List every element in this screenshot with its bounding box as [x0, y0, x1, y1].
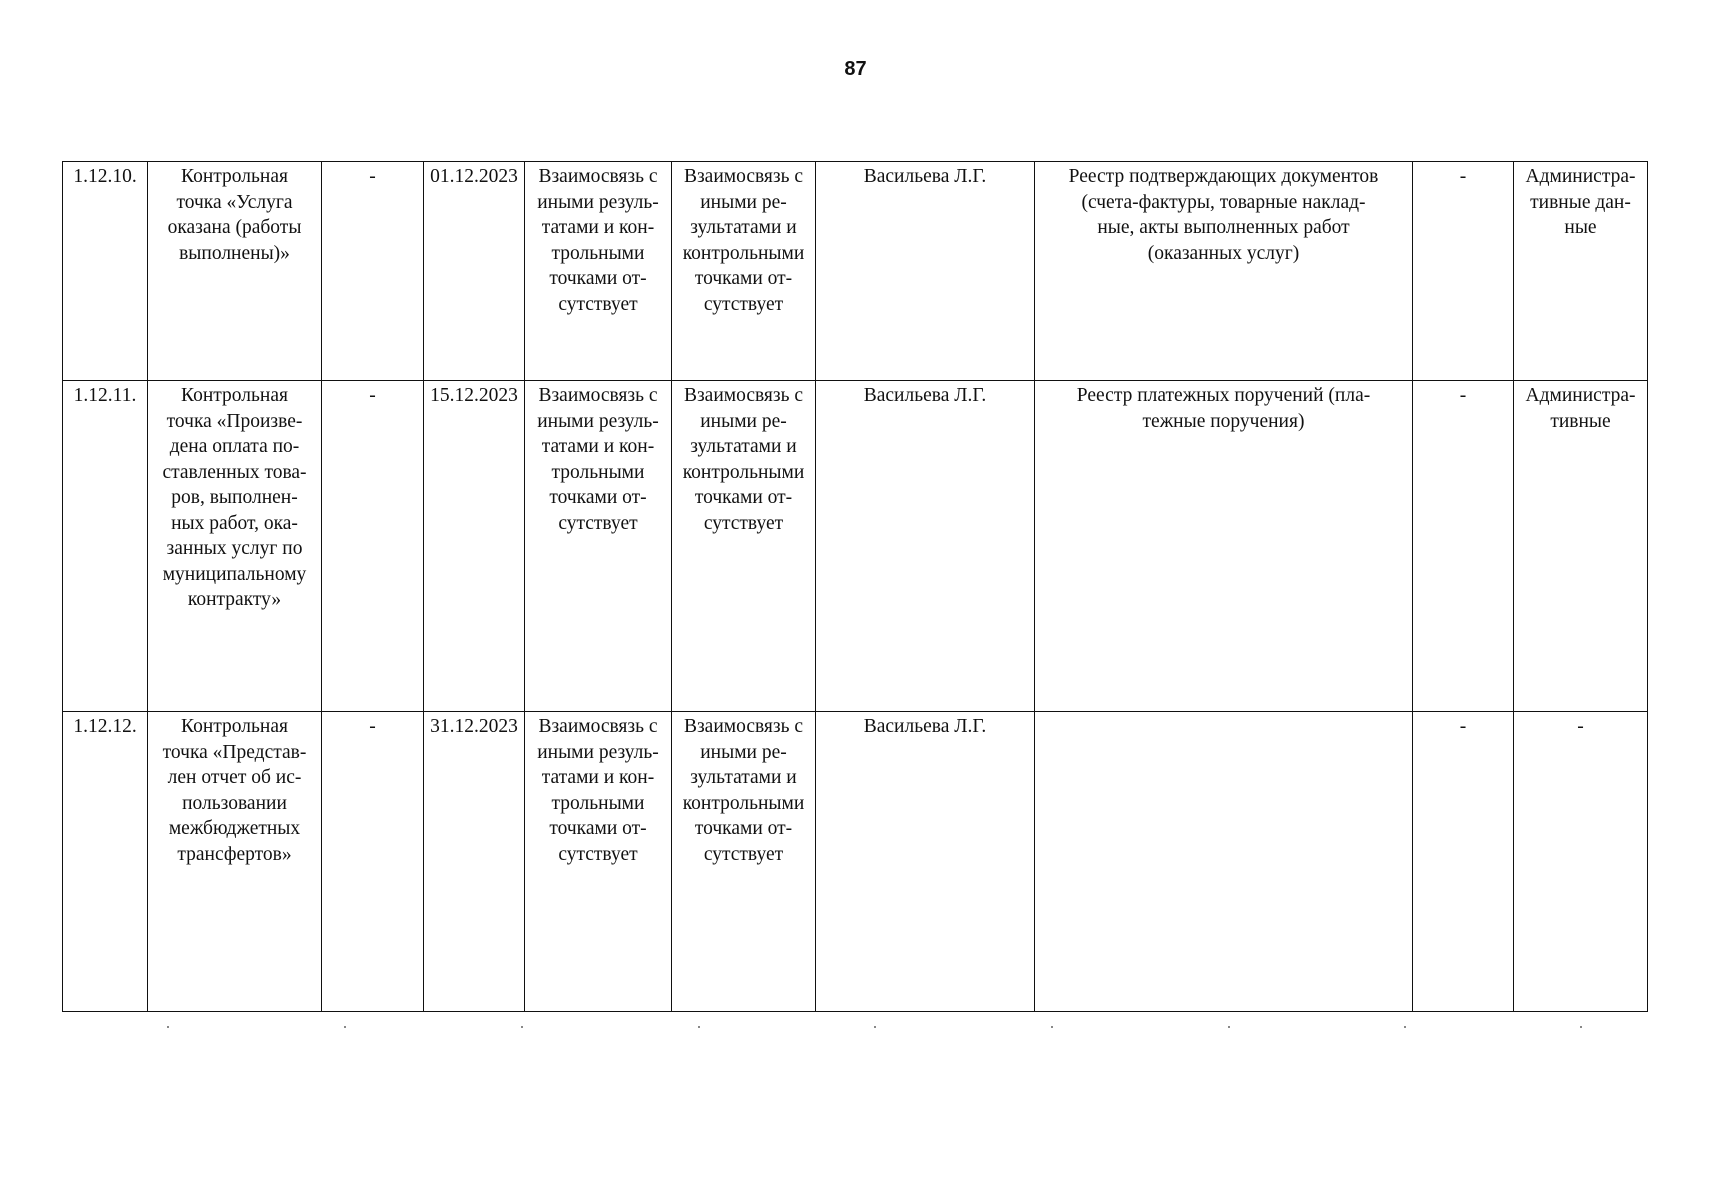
control-points-table — [62, 161, 1648, 1012]
relation-next-cell: Взаимосвязь с иными ре- зультатами и контрольными точками от- сутствует — [672, 381, 816, 712]
system-cell: - — [1413, 381, 1514, 712]
control-point-name-cell: Контрольная точка «Представ- лен отчет об ис- пользовании межбюджетных трансфертов» — [148, 712, 322, 1012]
date-cell: 15.12.2023 — [424, 381, 525, 712]
data-source-cell: Администра- тивные дан- ные — [1514, 162, 1648, 381]
scan-dot — [1404, 1026, 1406, 1028]
relation-previous-cell: Взаимосвязь с иными резуль- татами и кон- трольными точками от- сутствует — [525, 381, 672, 712]
responsible-cell: Васильева Л.Г. — [816, 162, 1035, 381]
documents-cell: Реестр подтверждающих документов (счета-фактуры, товарные наклад- ные, акты выполненных работ (оказанных услуг) — [1035, 162, 1413, 381]
scan-dot — [1051, 1026, 1053, 1028]
scan-dot — [167, 1026, 169, 1028]
data-source-cell: Администра- тивные — [1514, 381, 1648, 712]
base-value-cell: - — [322, 712, 424, 1012]
scan-dot-marks — [62, 1026, 1647, 1030]
documents-cell: Реестр платежных поручений (пла- тежные поручения) — [1035, 381, 1413, 712]
scan-dot — [1228, 1026, 1230, 1028]
scan-dot — [521, 1026, 523, 1028]
control-point-name-cell: Контрольная точка «Произве- дена оплата по- ставленных това- ров, выполнен- ных работ, ока- занных услуг по муниципальному контракту» — [148, 381, 322, 712]
table-row — [63, 162, 1648, 381]
row-number-cell: 1.12.11. — [63, 381, 148, 712]
scan-dot — [1580, 1026, 1582, 1028]
table-row — [63, 381, 1648, 712]
table-row — [63, 712, 1648, 1012]
row-number-cell: 1.12.10. — [63, 162, 148, 381]
page-number: 87 — [844, 58, 867, 80]
documents-cell — [1035, 712, 1413, 1012]
data-source-cell: - — [1514, 712, 1648, 1012]
base-value-cell: - — [322, 162, 424, 381]
date-cell: 31.12.2023 — [424, 712, 525, 1012]
relation-next-cell: Взаимосвязь с иными ре- зультатами и контрольными точками от- сутствует — [672, 712, 816, 1012]
system-cell: - — [1413, 162, 1514, 381]
system-cell: - — [1413, 712, 1514, 1012]
row-number-cell: 1.12.12. — [63, 712, 148, 1012]
control-point-name-cell: Контрольная точка «Услуга оказана (работы выполнены)» — [148, 162, 322, 381]
base-value-cell: - — [322, 381, 424, 712]
scan-dot — [698, 1026, 700, 1028]
date-cell: 01.12.2023 — [424, 162, 525, 381]
relation-previous-cell: Взаимосвязь с иными резуль- татами и кон- трольными точками от- сутствует — [525, 712, 672, 1012]
scan-dot — [344, 1026, 346, 1028]
responsible-cell: Васильева Л.Г. — [816, 381, 1035, 712]
scan-dot — [874, 1026, 876, 1028]
relation-next-cell: Взаимосвязь с иными ре- зультатами и контрольными точками от- сутствует — [672, 162, 816, 381]
responsible-cell: Васильева Л.Г. — [816, 712, 1035, 1012]
relation-previous-cell: Взаимосвязь с иными резуль- татами и кон- трольными точками от- сутствует — [525, 162, 672, 381]
